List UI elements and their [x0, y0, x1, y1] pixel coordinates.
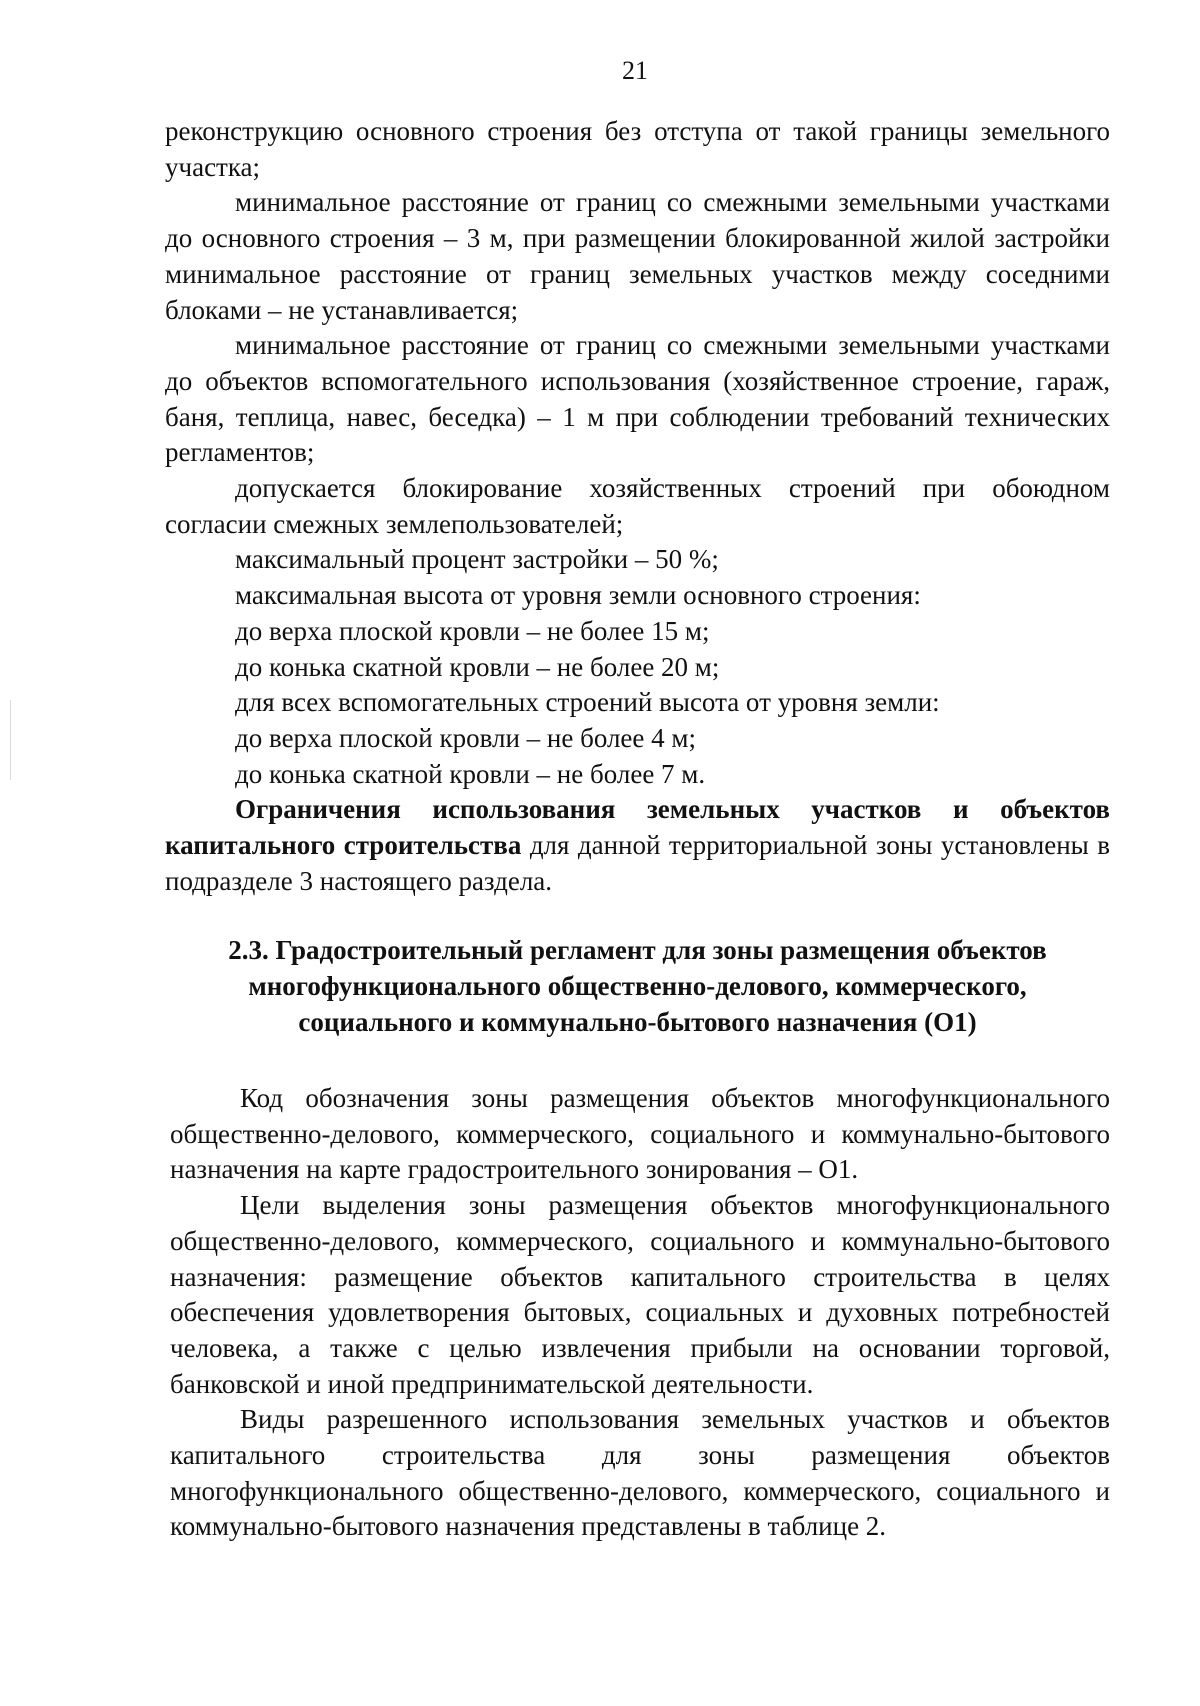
restrictions-bold-text: Ограничения использования земельных участков и объектов капитального строительства [165, 794, 1110, 861]
scan-artifact [10, 700, 11, 780]
paragraph: до конька скатной кровли – не более 20 м; [235, 651, 720, 682]
paragraph: Виды разрешенного использования земельных участков и объектов капитального строительства для зоны размещения объектов многофункционального общественно-делового, коммерческого, социального и коммунально-бытового назначения представлены в таблице 2. [170, 1404, 1110, 1542]
paragraph: до верха плоской кровли – не более 15 м; [235, 615, 710, 646]
paragraph: Код обозначения зоны размещения объектов многофункционального общественно-делового, коммерческого, социального и коммунально-бытового назначения на карте градостроительного зонирования – О1. [170, 1083, 1110, 1185]
paragraph: максимальная высота от уровня земли основного строения: [235, 580, 921, 611]
restrictions-rest-text: для данной территориальной зоны установлены в подразделе 3 настоящего раздела. [165, 830, 1110, 896]
section-heading [165, 932, 1110, 1040]
paragraph: максимальный процент застройки – 50 %; [235, 544, 719, 575]
paragraph: минимальное расстояние от границ со смежными земельными участками до основного строения – 3 м, при размещении блокированной жилой застройки минимальное расстояние от границ земельных участков между соседними блоками – не устанавливается; [165, 187, 1110, 325]
paragraph: Цели выделения зоны размещения объектов многофункционального общественно-делового, коммерческого, социального и коммунально-бытового назначения: размещение объектов капитального строительства в целях обеспечения удовлетворения бытовых, социальных и духовных потребностей человека, а также с целью извлечения прибыли на основании торговой, банковской и иной предпринимательской деятельности. [170, 1190, 1110, 1399]
paragraph: реконструкцию основного строения без отступа от такой границы земельного участка; [165, 116, 1110, 182]
heading-line: многофункционального общественно-делового, коммерческого, [248, 971, 1027, 1001]
paragraph: минимальное расстояние от границ со смежными земельными участками до объектов вспомогательного использования (хозяйственное строение, гараж, баня, теплица, навес, беседка) – 1 м при соблюдении требований технических регламентов; [165, 330, 1110, 468]
paragraph: до верха плоской кровли – не более 4 м; [235, 722, 696, 753]
restrictions-paragraph [165, 792, 1110, 899]
heading-line: 2.3. Градостроительный регламент для зоны размещения объектов [228, 935, 1047, 965]
paragraph: для всех вспомогательных строений высота от уровня земли: [235, 687, 940, 718]
zone-description [170, 1081, 1110, 1545]
regulations-list [165, 114, 1110, 899]
heading-line: социального и коммунально-бытового назначения (О1) [298, 1007, 977, 1037]
page-number: 21 [622, 56, 648, 85]
paragraph: допускается блокирование хозяйственных строений при обоюдном согласии смежных землепользователей; [165, 473, 1110, 539]
paragraph: до конька скатной кровли – не более 7 м. [235, 758, 706, 789]
